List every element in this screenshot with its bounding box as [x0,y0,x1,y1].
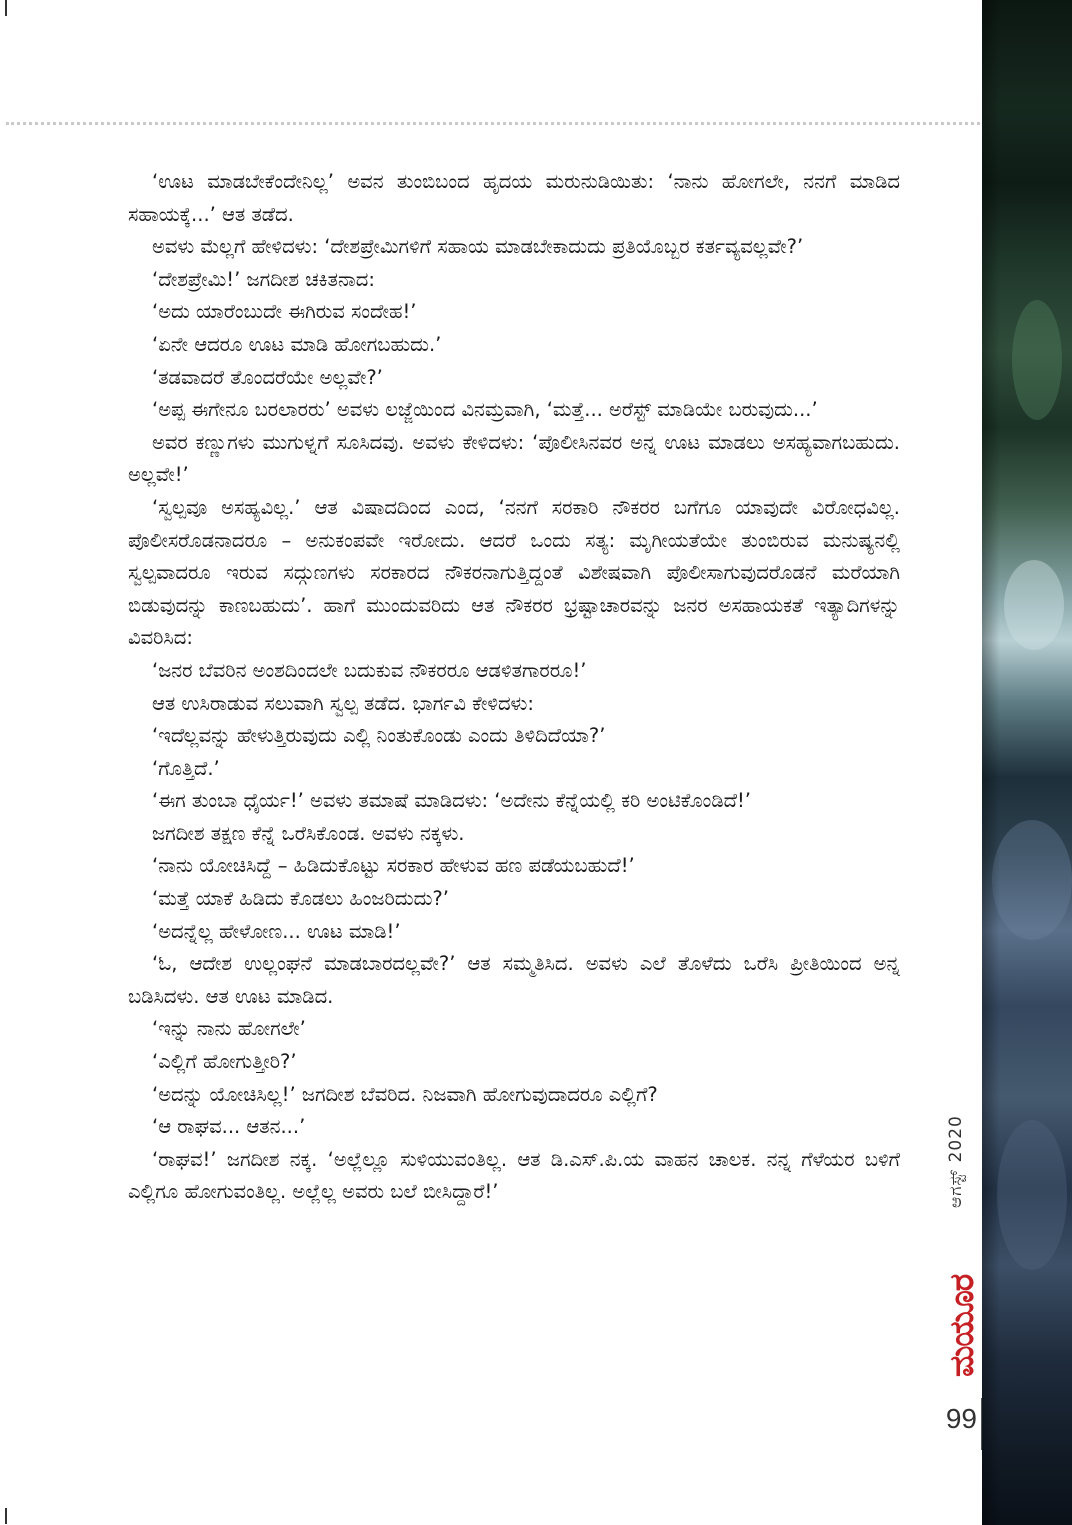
illustration-foliage [1012,300,1062,420]
illustration-edge-shade [982,0,1000,1525]
paragraph: ‘ಅಪ್ಪ ಈಗೇನೂ ಬರಲಾರರು’ ಅವಳು ಲಜ್ಜೆಯಿಂದ ವಿನಮ್ರವಾಗಿ, ‘ಮತ್ತೆ... ಅರೆಸ್ಟ್ ಮಾಡಿಯೇ ಬರುವುದು...’ [152,398,818,422]
paragraph: ‘ಅದು ಯಾರೆಂಬುದೇ ಈಗಿರುವ ಸಂದೇಹ!’ [152,300,417,324]
paragraph: ಅವರ ಕಣ್ಣುಗಳು ಮುಗುಳ್ನಗೆ ಸೂಸಿದವು. ಅವಳು ಕೇಳಿದಳು: ‘ಪೊಲೀಸಿನವರ ಅನ್ನ ಊಟ ಮಾಡಲು ಅಸಹ್ಯವಾಗಬಹುದು. ಅಲ್ಲವೇ!’ [128,430,900,487]
paragraph: ಆತ ಉಸಿರಾಡುವ ಸಲುವಾಗಿ ಸ್ವಲ್ಪ ತಡೆದ. ಭಾರ್ಗವಿ ಕೇಳಿದಳು: [152,691,534,715]
illustration-shadow [997,1120,1067,1270]
crop-mark-bottom [5,1508,7,1524]
page-number-divider [981,1398,982,1450]
paragraph: ‘ಅದನ್ನು ಯೋಚಿಸಿಲ್ಲ!’ ಜಗದೀಶ ಬೆವರಿದ. ನಿಜವಾಗಿ ಹೋಗುವುದಾದರೂ ಎಲ್ಲಿಗೆ? [152,1082,658,1106]
paragraph: ‘ಸ್ವಲ್ಪವೂ ಅಸಹ್ಯವಿಲ್ಲ.’ ಆತ ವಿಷಾದದಿಂದ ಎಂದ, ‘ನನಗೆ ಸರಕಾರಿ ನೌಕರರ ಬಗೆಗೂ ಯಾವುದೇ ವಿರೋಧವಿಲ್ಲ. ಪೊಲೀಸರೊಡನಾದರೂ – ಅನುಕಂಪವೇ ಇರೋದು. ಆದರೆ ಒಂದು ಸತ್ಯ: ಮೃಗೀಯತೆಯೇ ತುಂಬಿರುವ ಮನುಷ್ಯನಲ್ಲಿ ಸ್ವಲ್ಪವಾದರೂ ಇರುವ ಸದ್ಗುಣಗಳು ಸರಕಾರದ ನೌಕರನಾಗುತ್ತಿದ್ದಂತೆ ವಿಶೇಷವಾಗಿ ಪೊಲೀಸಾಗುವುದರೊಡನೆ ಮರೆಯಾಗಿ ಬಿಡುವುದನ್ನು ಕಾಣಬಹುದು’. ಹಾಗೆ ಮುಂದುವರಿದು ಆತ ನೌಕರರ ಭ್ರಷ್ಟಾಚಾರವನ್ನು ಜನರ ಅಸಹಾಯಕತೆ ಇತ್ಯಾದಿಗಳನ್ನು ವಿವರಿಸಿದ: [128,495,900,650]
crop-mark-top [5,0,7,16]
paragraph: ‘ಈಗ ತುಂಬಾ ಧೈರ್ಯ!’ ಅವಳು ತಮಾಷೆ ಮಾಡಿದಳು: ‘ಅದೇನು ಕೆನ್ನೆಯಲ್ಲಿ ಕರಿ ಅಂಟಿಕೊಂಡಿದೆ!’ [152,789,752,813]
illustration-highlight [1004,560,1064,650]
paragraph: ‘ಗೊತ್ತಿದೆ.’ [152,756,220,780]
paragraph: ಜಗದೀಶ ತಕ್ಷಣ ಕೆನ್ನೆ ಒರೆಸಿಕೊಂಡ. ಅವಳು ನಕ್ಕಳು. [152,821,465,845]
paragraph: ‘ಆ ರಾಘವ... ಆತನ...’ [152,1115,306,1139]
illustration-strip [982,0,1072,1525]
paragraph: ಅವಳು ಮೆಲ್ಲಗೆ ಹೇಳಿದಳು: ‘ದೇಶಪ್ರೇಮಿಗಳಿಗೆ ಸಹಾಯ ಮಾಡಬೇಕಾದುದು ಪ್ರತಿಯೊಬ್ಬರ ಕರ್ತವ್ಯವಲ್ಲವೇ?’ [152,235,804,259]
header-dotted-divider [6,122,980,125]
article-body [128,166,900,1209]
paragraph: ‘ಓ, ಆದೇಶ ಉಲ್ಲಂಘನೆ ಮಾಡಬಾರದಲ್ಲವೇ?’ ಆತ ಸಮ್ಮತಿಸಿದ. ಅವಳು ಎಲೆ ತೊಳೆದು ಒರೆಸಿ ಪ್ರೀತಿಯಿಂದ ಅನ್ನ ಬಡಿಸಿದಳು. ಆತ ಊಟ ಮಾಡಿದ. [128,952,900,1008]
paragraph: ‘ಇನ್ನು ನಾನು ಹೋಗಲೇ’ [152,1017,306,1041]
issue-date-label: ಆಗಸ್ಟ್ 2020 [946,1115,966,1208]
paragraph: ‘ಮತ್ತೆ ಯಾಕೆ ಹಿಡಿದು ಕೊಡಲು ಹಿಂಜರಿದುದು?’ [152,887,449,911]
magazine-logo: ಮಯೂರ [942,1274,981,1377]
paragraph: ‘ತಡವಾದರೆ ತೊಂದರೆಯೇ ಅಲ್ಲವೇ?’ [152,365,383,389]
paragraph: ‘ನಾನು ಯೋಚಿಸಿದ್ದೆ – ಹಿಡಿದುಕೊಟ್ಟು ಸರಕಾರ ಹೇಳುವ ಹಣ ಪಡೆಯಬಹುದೆ!’ [152,854,635,878]
paragraph: ‘ಏನೇ ಆದರೂ ಊಟ ಮಾಡಿ ಹೋಗಬಹುದು.’ [152,332,442,356]
page-number: 99 [945,1403,977,1434]
paragraph: ‘ಊಟ ಮಾಡಬೇಕೆಂದೇನಿಲ್ಲ’ ಅವನ ತುಂಬಿಬಂದ ಹೃದಯ ಮರುನುಡಿಯಿತು: ‘ನಾನು ಹೋಗಲೇ, ನನಗೆ ಮಾಡಿದ ಸಹಾಯಕ್ಕೆ...’ ಆತ ತಡೆದ. [128,170,900,226]
paragraph: ‘ಜನರ ಬೆವರಿನ ಅಂಶದಿಂದಲೇ ಬದುಕುವ ನೌಕರರೂ ಆಡಳಿತಗಾರರೂ!’ [152,658,587,682]
paragraph: ‘ದೇಶಪ್ರೇಮಿ!’ ಜಗದೀಶ ಚಕಿತನಾದ: [152,267,375,291]
paragraph: ‘ಇದೆಲ್ಲವನ್ನು ಹೇಳುತ್ತಿರುವುದು ಎಲ್ಲಿ ನಿಂತುಕೊಂಡು ಎಂದು ತಿಳಿದಿದೆಯಾ?’ [152,724,606,748]
paragraph: ‘ರಾಘವ!’ ಜಗದೀಶ ನಕ್ಕ. ‘ಅಲ್ಲೆಲ್ಲೂ ಸುಳಿಯುವಂತಿಲ್ಲ. ಆತ ಡಿ.ಎಸ್.ಪಿ.ಯ ವಾಹನ ಚಾಲಕ. ನನ್ನ ಗೆಳೆಯರ ಬಳಿಗೆ ಎಲ್ಲಿಗೂ ಹೋಗುವಂತಿಲ್ಲ. ಅಲ್ಲೆಲ್ಲ ಅವರು ಬಲೆ ಬೀಸಿದ್ದಾರೆ!’ [128,1147,900,1204]
paragraph: ‘ಎಲ್ಲಿಗೆ ಹೋಗುತ್ತೀರಿ?’ [152,1050,297,1074]
paragraph: ‘ಅದನ್ನೆಲ್ಲ ಹೇಳೋಣ... ಊಟ ಮಾಡಿ!’ [152,919,401,943]
illustration-figure [992,820,1072,940]
